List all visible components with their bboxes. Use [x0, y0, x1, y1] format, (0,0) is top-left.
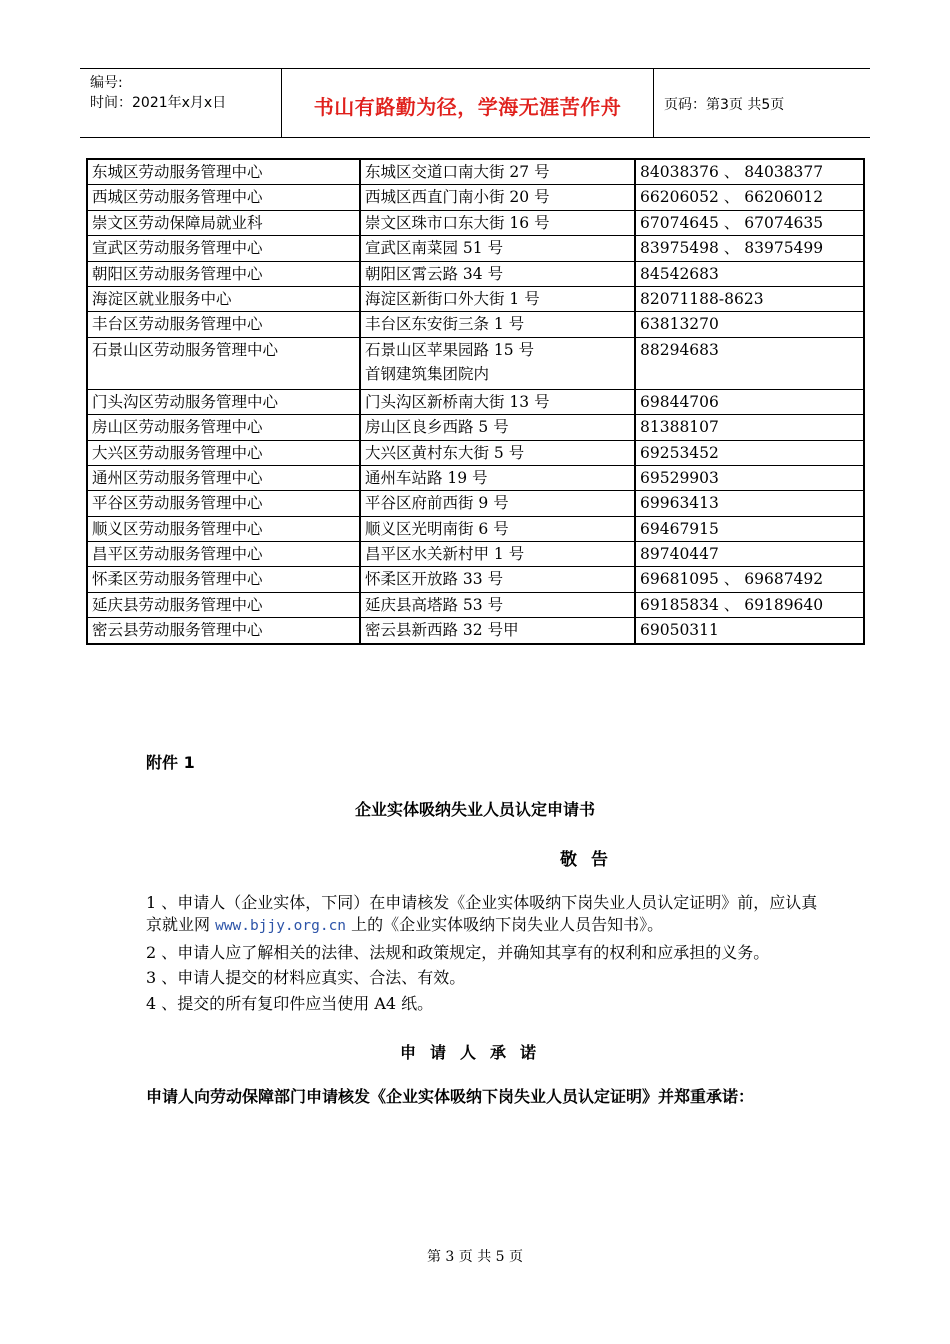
table-row: [87, 415, 864, 440]
phone-cell: 69963413: [635, 491, 864, 516]
phone-cell: 81388107: [635, 415, 864, 440]
header-motto: 书山有路勤为径，学海无涯苦作舟: [313, 95, 622, 119]
bjjy-website-link[interactable]: www.bjjy.org.cn: [215, 918, 347, 934]
notice-item-1-text: 1 、申请人（企业实体，下同）在申请核发《企业实体吸纳下岗失业人员认定证明》前，应认真: [146, 893, 818, 912]
phone-cell: 84038376 、 84038377: [635, 159, 864, 185]
address-cell: 通州车站路 19 号: [360, 465, 635, 490]
address-cell: 大兴区黄村东大街 5 号: [360, 440, 635, 465]
phone-cell: 69253452: [635, 440, 864, 465]
number-label: 编号:: [90, 75, 123, 91]
header-meta: [90, 73, 226, 113]
center-name-cell: 朝阳区劳动服务管理中心: [87, 261, 360, 286]
address-cell: 昌平区水关新村甲 1 号: [360, 542, 635, 567]
table-row: [87, 337, 864, 389]
table-row: [87, 491, 864, 516]
table-row: [87, 516, 864, 541]
notice-item-2: 2 、申请人应了解相关的法律、法规和政策规定，并确知其享有的权利和应承担的义务。: [146, 943, 770, 962]
center-name-cell: 怀柔区劳动服务管理中心: [87, 567, 360, 592]
phone-cell: 82071188-8623: [635, 286, 864, 311]
notice-item-1-text-cont: 京就业网: [146, 915, 216, 934]
table-row: [87, 159, 864, 185]
address-cell: 宣武区南菜园 51 号: [360, 236, 635, 261]
phone-cell: 69681095 、 69687492: [635, 567, 864, 592]
phone-cell: 83975498 、 83975499: [635, 236, 864, 261]
page-footer: 第 3 页 共 5 页: [426, 1249, 524, 1265]
center-name-cell: 宣武区劳动服务管理中心: [87, 236, 360, 261]
center-name-cell: 崇文区劳动保障局就业科: [87, 210, 360, 235]
table-row: [87, 210, 864, 235]
attachment-label: 附件 1: [146, 753, 195, 772]
table-row: [87, 542, 864, 567]
time-label: 时间：2021年x月x日: [90, 95, 227, 111]
phone-cell: 69844706: [635, 389, 864, 414]
table-row: [87, 286, 864, 311]
table-row: [87, 592, 864, 617]
table-row: [87, 312, 864, 337]
center-name-cell: 平谷区劳动服务管理中心: [87, 491, 360, 516]
center-name-cell: 密云县劳动服务管理中心: [87, 618, 360, 644]
notice-heading: 敬告: [560, 850, 622, 870]
phone-cell: 69185834 、 69189640: [635, 592, 864, 617]
address-cell: 西城区西直门南小街 20 号: [360, 185, 635, 210]
document-title: 企业实体吸纳失业人员认定申请书: [354, 800, 595, 819]
phone-cell: 84542683: [635, 261, 864, 286]
center-name-cell: 顺义区劳动服务管理中心: [87, 516, 360, 541]
address-cell: 门头沟区新桥南大街 13 号: [360, 389, 635, 414]
table-row: [87, 618, 864, 644]
address-cell: 朝阳区霄云路 34 号: [360, 261, 635, 286]
center-name-cell: 房山区劳动服务管理中心: [87, 415, 360, 440]
center-name-cell: 丰台区劳动服务管理中心: [87, 312, 360, 337]
center-name-cell: 延庆县劳动服务管理中心: [87, 592, 360, 617]
promise-heading: 申请人承诺: [399, 1043, 550, 1062]
center-name-cell: 西城区劳动服务管理中心: [87, 185, 360, 210]
address-cell: 密云县新西路 32 号甲: [360, 618, 635, 644]
table-row: [87, 261, 864, 286]
center-name-cell: 石景山区劳动服务管理中心: [87, 337, 360, 389]
notice-item-4: 4 、提交的所有复印件应当使用 A4 纸。: [146, 994, 434, 1013]
phone-cell: 88294683: [635, 337, 864, 389]
page-header: [80, 68, 870, 138]
service-center-table: [86, 158, 865, 645]
header-divider: [653, 69, 654, 137]
address-cell: 怀柔区开放路 33 号: [360, 567, 635, 592]
phone-cell: 63813270: [635, 312, 864, 337]
address-cell: 海淀区新街口外大街 1 号: [360, 286, 635, 311]
phone-cell: 69467915: [635, 516, 864, 541]
phone-cell: 69529903: [635, 465, 864, 490]
phone-cell: 66206052 、 66206012: [635, 185, 864, 210]
table-row: [87, 236, 864, 261]
header-page-number: 页码：第3页 共5页: [664, 97, 785, 113]
table-row: [87, 185, 864, 210]
promise-statement: 申请人向劳动保障部门申请核发《企业实体吸纳下岗失业人员认定证明》并郑重承诺：: [146, 1087, 755, 1106]
address-cell: 丰台区东安街三条 1 号: [360, 312, 635, 337]
table-row: [87, 465, 864, 490]
center-name-cell: 海淀区就业服务中心: [87, 286, 360, 311]
center-name-cell: 昌平区劳动服务管理中心: [87, 542, 360, 567]
address-cell: 延庆县高塔路 53 号: [360, 592, 635, 617]
address-cell: 石景山区苹果园路 15 号 首钢建筑集团院内: [360, 337, 635, 389]
center-name-cell: 东城区劳动服务管理中心: [87, 159, 360, 185]
table-row: [87, 389, 864, 414]
phone-cell: 69050311: [635, 618, 864, 644]
address-cell: 房山区良乡西路 5 号: [360, 415, 635, 440]
address-cell: 东城区交道口南大街 27 号: [360, 159, 635, 185]
phone-cell: 89740447: [635, 542, 864, 567]
notice-item-3: 3 、申请人提交的材料应真实、合法、有效。: [146, 968, 466, 987]
table-row: [87, 440, 864, 465]
notice-item-1-text-end: 上的《企业实体吸纳下岗失业人员告知书》。: [346, 915, 664, 934]
phone-cell: 67074645 、 67074635: [635, 210, 864, 235]
center-name-cell: 大兴区劳动服务管理中心: [87, 440, 360, 465]
table-row: [87, 567, 864, 592]
center-name-cell: 通州区劳动服务管理中心: [87, 465, 360, 490]
center-name-cell: 门头沟区劳动服务管理中心: [87, 389, 360, 414]
address-cell: 顺义区光明南街 6 号: [360, 516, 635, 541]
address-cell: 平谷区府前西街 9 号: [360, 491, 635, 516]
address-cell: 崇文区珠市口东大街 16 号: [360, 210, 635, 235]
notice-item-1: [146, 892, 817, 937]
